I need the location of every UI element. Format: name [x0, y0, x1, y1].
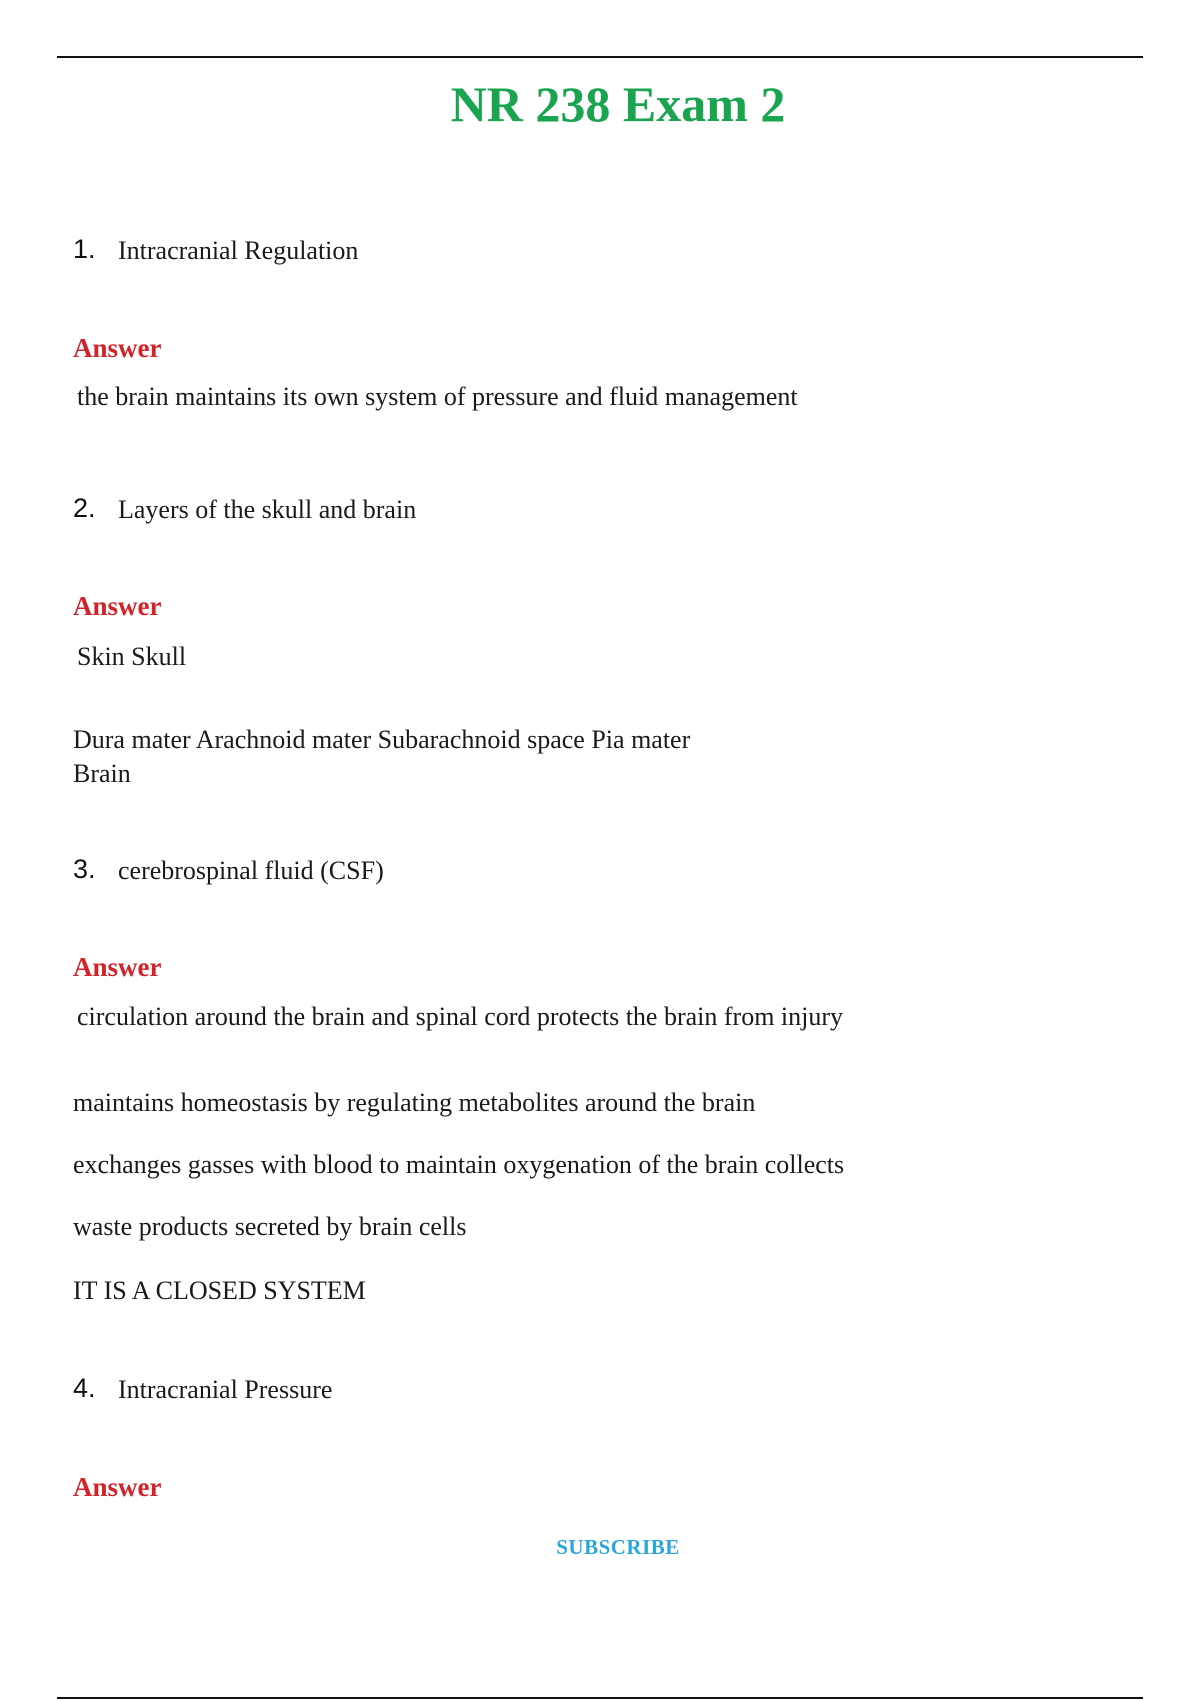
question-3-answer-line-1: circulation around the brain and spinal cord protects the brain from injury — [77, 1002, 844, 1031]
question-4-text: Intracranial Pressure — [118, 1375, 333, 1404]
question-4-answer-label: Answer — [73, 1472, 162, 1502]
question-2-number: 2. — [73, 493, 96, 523]
question-2-text: Layers of the skull and brain — [118, 495, 417, 524]
question-2-answer-line-2: Dura mater Arachnoid mater Subarachnoid space Pia mater — [73, 725, 691, 754]
question-3-answer-line-5: IT IS A CLOSED SYSTEM — [73, 1276, 366, 1305]
question-4-number: 4. — [73, 1373, 96, 1403]
question-2-answer-line-1: Skin Skull — [77, 642, 187, 671]
question-3-text: cerebrospinal fluid (CSF) — [118, 856, 384, 885]
question-3-answer-line-4: waste products secreted by brain cells — [73, 1212, 467, 1241]
question-3-answer-label: Answer — [73, 952, 162, 982]
question-1-answer-label: Answer — [73, 333, 162, 363]
question-2-answer-line-3: Brain — [73, 759, 131, 788]
page-title: NR 238 Exam 2 — [450, 76, 786, 132]
subscribe-link[interactable]: SUBSCRIBE — [556, 1535, 680, 1559]
question-2-answer-label: Answer — [73, 591, 162, 621]
question-3-answer-line-2: maintains homeostasis by regulating metabolites around the brain — [73, 1088, 756, 1117]
question-3-answer-line-3: exchanges gasses with blood to maintain oxygenation of the brain collects — [73, 1150, 845, 1179]
question-1-number: 1. — [73, 234, 96, 264]
question-1-answer-line-1: the brain maintains its own system of pressure and fluid management — [77, 382, 798, 411]
bottom-divider — [57, 1697, 1143, 1699]
question-3-number: 3. — [73, 854, 96, 884]
top-divider — [57, 56, 1143, 58]
question-1-text: Intracranial Regulation — [118, 236, 359, 265]
